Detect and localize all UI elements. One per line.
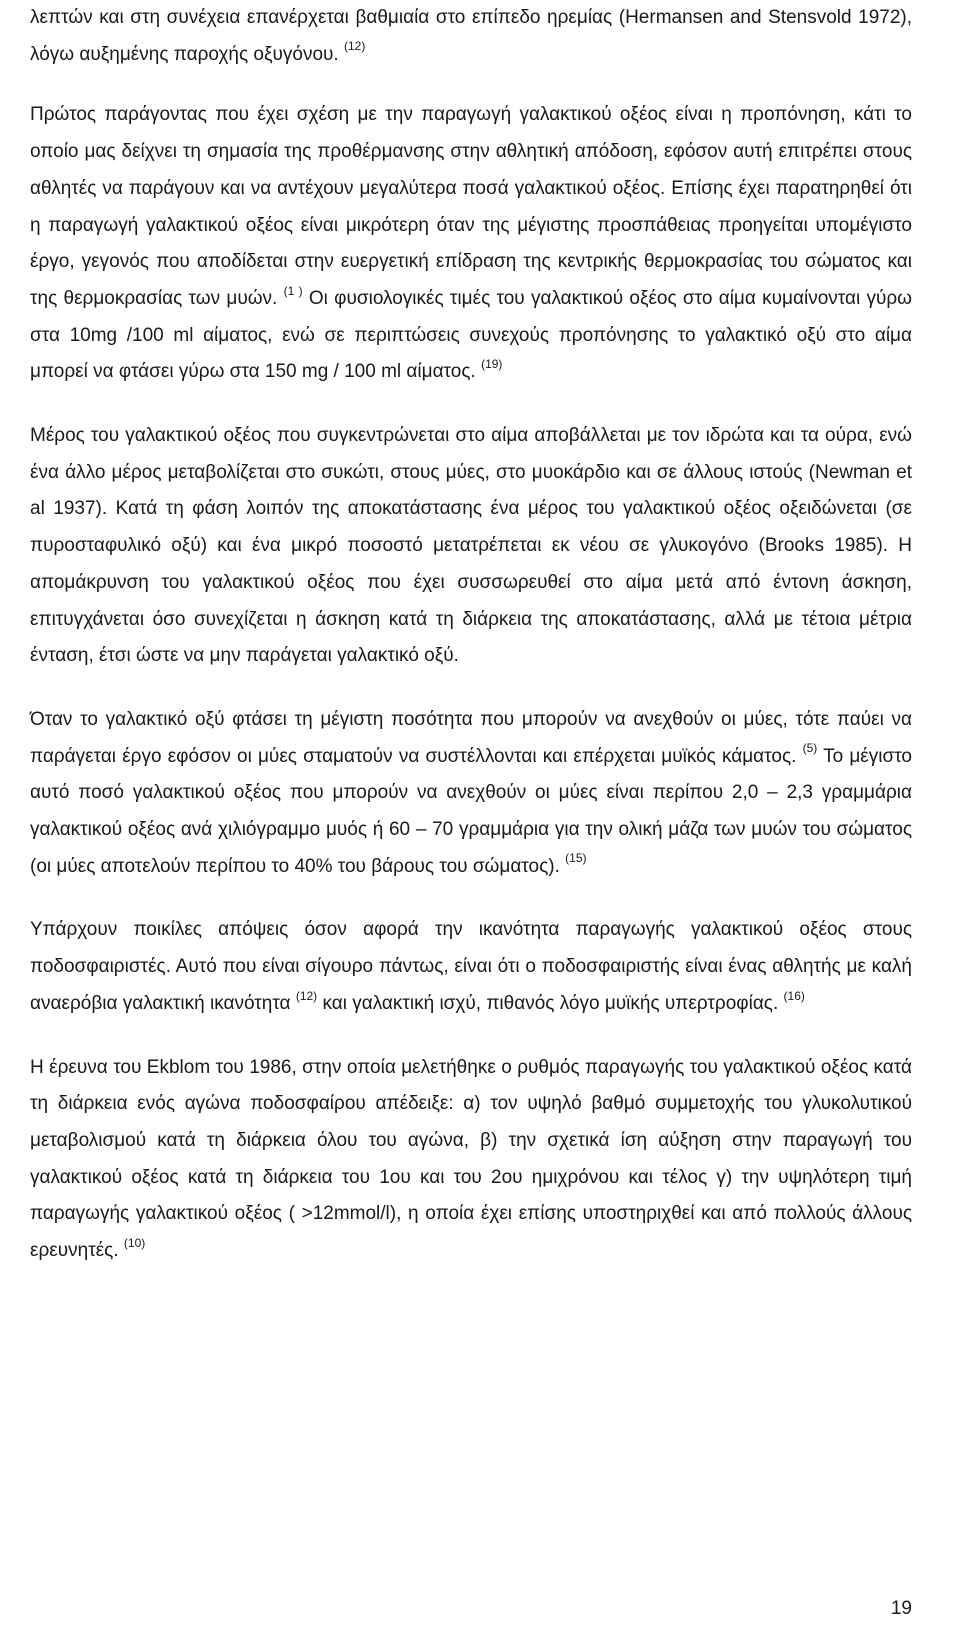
citation-reference: (10) (123, 1235, 146, 1250)
paragraph-text: λεπτών και στη συνέχεια επανέρχεται βαθμιαία στο επίπεδο ηρεμίας (Hermansen and Stensvold 1972), λόγω αυξημένης παροχής οξυγόνου. (30, 7, 912, 65)
paragraph-text: Υπάρχουν ποικίλες απόψεις όσον αφορά την ικανότητα παραγωγής γαλακτικού οξέος στους ποδοσφαιριστές. Αυτό που είναι σίγουρο πάντως, είναι ότι ο ποδοσφαιριστής είναι ένας αθλητής με καλή αναερόβια γαλακτική ικανότητα (30, 919, 912, 1014)
paragraph-intro (30, 0, 912, 73)
paragraph-text: και γαλακτική ισχύ, πιθανός λόγο μυϊκής υπερτροφίας. (317, 992, 784, 1014)
paragraph-text: Οι φυσιολογικές τιμές του γαλακτικού οξέος στο αίμα κυμαίνονται γύρω στα 10mg /100 ml αίματος, ενώ σε περιπτώσεις συνεχούς προπόνησης το γαλακτικό οξύ στο αίμα μπορεί να φτάσει γύρω στα 150 mg / 100 ml αίματος. (30, 287, 913, 383)
citation-reference: (1 ) (283, 283, 303, 298)
paragraph-text: Πρώτος παράγοντας που έχει σχέση με την παραγωγή γαλακτικού οξέος είναι η προπόνηση, κάτι το οποίο μας δείχνει τη σημασία της προθέρμανσης στην αθλητική απόδοση, εφόσον αυτή επιτρέπει στους αθλητές να παράγουν και να αντέχουν μεγαλύτερα ποσά γαλακτικού οξέος. Επίσης έχει παρατηρηθεί ότι η παραγωγή γαλακτικού οξέος είναι μικρότερη όταν της μέγιστης προσπάθειας προηγείται υπομέγιστο έργο, γεγονός που αποδίδεται στην ευεργετική επίδραση της κεντρικής θερμοκρασίας του σώματος και της θερμοκρασίας των μυών. (30, 104, 912, 309)
paragraph-training (30, 97, 912, 391)
citation-reference: (19) (481, 357, 503, 371)
paragraph-text: Η έρευνα του Ekblom του 1986, στην οποία μελετήθηκε ο ρυθμός παραγωγής του γαλακτικού οξέος κατά τη διάρκεια ενός αγώνα ποδοσφαίρου απέδειξε: α) τον υψηλό βαθμό συμμετοχής του γλυκολυτικού μεταβολισμού κατά τη διάρκεια όλου του αγώνα, β) την σχετικά ίση αύξηση στην παραγωγή του γαλακτικού οξέος κατά τη διάρκεια του 1ου και του 2ου ημιχρόνου και τέλος γ) την υψηλότερη τιμή παραγωγής γαλακτικού οξέος ( >12mmol/l), η οποία έχει επίσης υποστηριχθεί και από πολλούς άλλους ερευνητές. (30, 1056, 912, 1262)
paragraph-ekblom-study (30, 1050, 912, 1270)
paragraph-text: Όταν το γαλακτικό οξύ φτάσει τη μέγιστη ποσότητα που μπορούν να ανεχθούν οι μύες, τότε παύει να παράγεται έργο εφόσον οι μύες σταματούν να συστέλλονται και επέρχεται μυϊκός κάματος. (30, 708, 912, 767)
paragraph-fatigue (30, 702, 912, 886)
citation-reference: (12) (295, 988, 318, 1003)
citation-reference: (16) (783, 988, 805, 1003)
paragraph-text: Μέρος του γαλακτικού οξέος που συγκεντρώνεται στο αίμα αποβάλλεται με τον ιδρώτα και τα ούρα, ενώ ένα άλλο μέρος μεταβολίζεται στο συκώτι, στους μύες, στο μυοκάρδιο και σε άλλους ιστούς (Newman et al 1937). Κατά τη φάση λοιπόν της αποκατάστασης ένα μέρος του γαλακτικού οξέος οξειδώνεται (σε πυροσταφυλικό οξύ) και ένα μικρό ποσοστό μετατρέπεται εκ νέου σε γλυκογόνο (Brooks 1985). Η απομάκρυνση του γαλακτικού οξέος που έχει συσσωρευθεί στο αίμα μετά από έντονη άσκηση, επιτυγχάνεται όσο συνεχίζεται η άσκηση κατά τη διάρκεια της αποκατάστασης, αλλά με τέτοια μέτρια ένταση, έτσι ώστε να μην παράγεται γαλακτικό οξύ. (30, 425, 912, 667)
paragraph-elimination (30, 418, 912, 675)
citation-reference: (12) (343, 39, 366, 54)
citation-reference: (15) (565, 851, 587, 866)
document-page (30, 0, 912, 1270)
citation-reference: (5) (802, 741, 818, 756)
paragraph-text: Το μέγιστο αυτό ποσό γαλακτικού οξέος που μπορούν να ανεχθούν οι μύες είναι περίπου 2,0 – 2,3 γραμμάρια γαλακτικού οξέος ανά χιλιόγραμμο μυός ή 60 – 70 γραμμάρια για την ολική μάζα των μυών του σώματος (οι μύες αποτελούν περίπου το 40% του βάρους του σώματος). (30, 745, 912, 877)
page-number: 19 (890, 1598, 912, 1619)
paragraph-football-players (30, 912, 912, 1022)
